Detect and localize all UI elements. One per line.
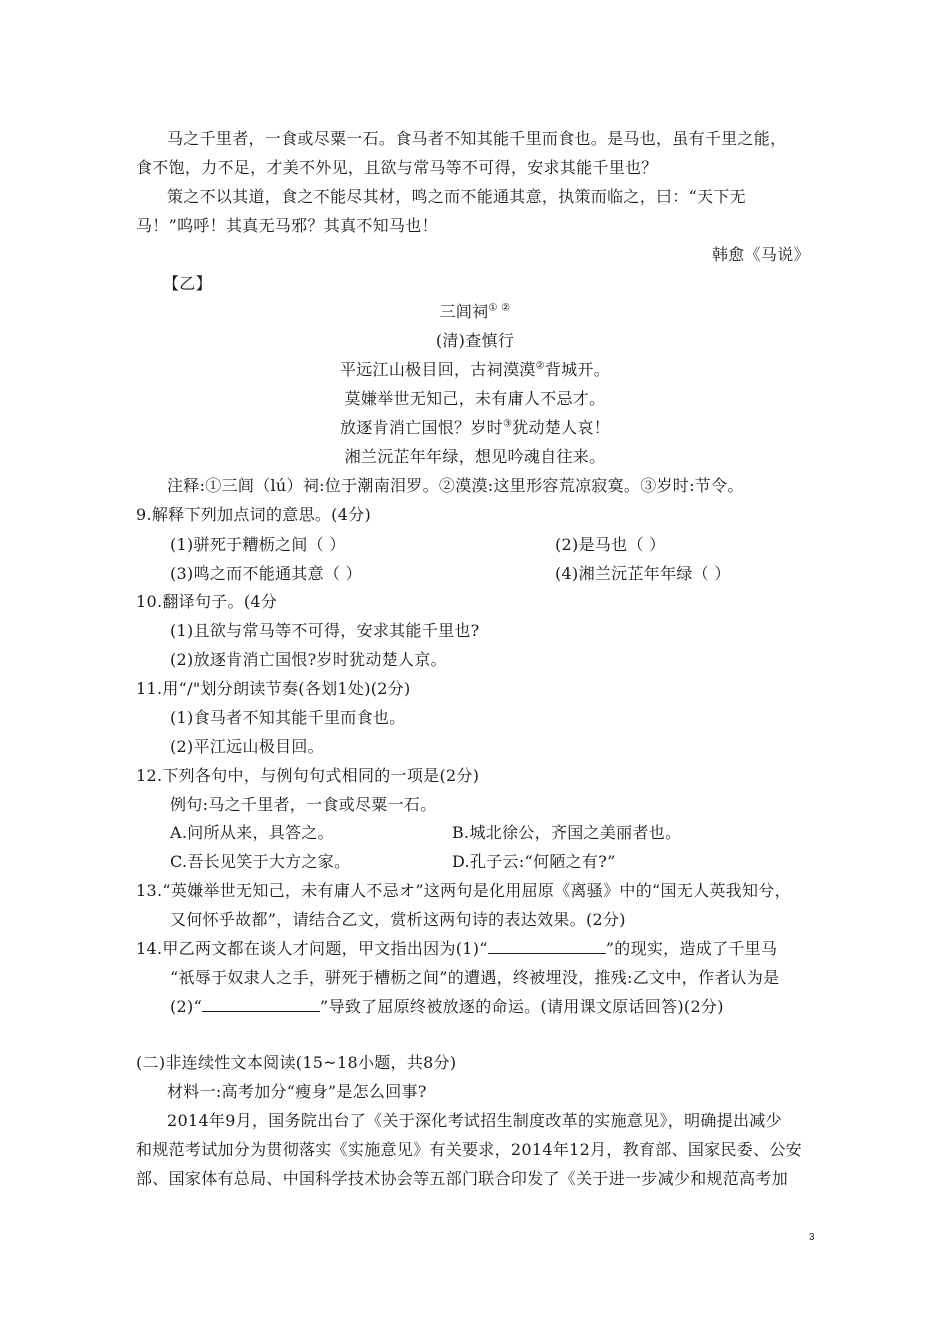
jia-paragraph-1-line-2: 食不饱，力不足，才美不外见，且欲与常马等不可得，安求其能千里也？ bbox=[136, 158, 658, 177]
jia-paragraph-2-line-2: 马！”呜呼！其真无马邪？其真不知马也！ bbox=[136, 216, 438, 235]
poem-line-1-note: ② bbox=[535, 360, 545, 372]
answer-blank-1[interactable] bbox=[488, 939, 606, 954]
question-14-line-3-b: ”导致了屈原终被放逐的命运。(请用课文原话回答)(2分) bbox=[320, 997, 724, 1016]
material-1-line-3: 部、国家体有总局、中国科学技术协会等五部门联合印发了《关于进一步减少和规范高考加 bbox=[136, 1169, 789, 1188]
question-9-item-4: (4)湘兰沅芷年年绿（ ） bbox=[555, 564, 731, 583]
poem-title-text: 三闾祠 bbox=[439, 302, 489, 321]
material-1-line-1: 2014年9月，国务院出台了《关于深化考试招生制度改革的实施意见》，明确提出减少 bbox=[167, 1111, 782, 1130]
question-11-item-1: (1)食马者不知其能千里而食也。 bbox=[170, 708, 406, 727]
question-13-line-2: 又何怀乎故都”，请结合乙文，赏析这两句诗的表达效果。(2分) bbox=[170, 910, 626, 929]
poem-author: (清)查慎行 bbox=[435, 331, 515, 350]
material-1-title: 材料一:高考加分“瘦身”是怎么回事? bbox=[167, 1082, 427, 1101]
poem-line-4: 湘兰沅芷年年绿，想见吟魂自往来。 bbox=[344, 447, 606, 466]
question-12-option-b: B.城北徐公，齐国之美丽者也。 bbox=[452, 823, 682, 842]
question-14-line-3-a: (2)“ bbox=[170, 997, 203, 1016]
question-9-item-3: (3)鸣之而不能通其意（ ） bbox=[170, 564, 362, 583]
question-14-line-1-b: ”的现实，造成了千里马 bbox=[605, 939, 778, 958]
answer-blank-2[interactable] bbox=[202, 997, 320, 1012]
jia-paragraph-2-line-1: 策之不以其道，食之不能尽其材，鸣之而不能通其意，执策而临之，曰：“天下无 bbox=[167, 187, 746, 206]
page-number: 3 bbox=[809, 1232, 815, 1243]
poem-notes: 注释:①三闾（lú）祠:位于潮南泪罗。②漠漠:这里形容荒凉寂寞。③岁时:节令。 bbox=[167, 476, 744, 495]
question-11-item-2: (2)平江远山极目回。 bbox=[170, 737, 324, 756]
question-12-option-c: C.吾长见笑于大方之家。 bbox=[170, 852, 351, 871]
question-9: 9.解释下列加点词的意思。(4分) bbox=[136, 505, 372, 524]
question-12-option-a: A.问所从来，具答之。 bbox=[170, 823, 334, 842]
poem-line-1-b: 背城开。 bbox=[544, 360, 611, 379]
poem-line-1 bbox=[0, 360, 950, 380]
question-14-line-3 bbox=[170, 997, 724, 1017]
jia-paragraph-1-line-1: 马之千里者，一食或尽粟一石。食马者不知其能千里而食也。是马也，虽有千里之能， bbox=[167, 129, 787, 148]
section-2-heading: (二)非连续性文本阅读(15~18小题，共8分) bbox=[136, 1053, 457, 1072]
poem-line-1-a: 平远江山极目回，古祠漠漠 bbox=[339, 360, 536, 379]
poem-line-3-note: ③ bbox=[502, 418, 513, 430]
question-12-option-d: D.孔子云:“何陋之有?” bbox=[452, 852, 616, 871]
question-11: 11.用“/"划分朗读节奏(各划1处)(2分) bbox=[136, 679, 411, 698]
poem-line-2: 莫嫌举世无知己，未有庸人不忌才。 bbox=[344, 389, 606, 408]
poem-line-3-a: 放逐肯消亡国恨？岁时 bbox=[339, 418, 503, 437]
question-14-line-2: “祇辱于奴隶人之手，骈死于槽枥之间”的遭遇，终被埋没，推残:乙文中，作者认为是 bbox=[170, 968, 780, 987]
poem-title bbox=[0, 302, 950, 322]
question-12: 12.下列各句中，与例句句式相同的一项是(2分) bbox=[136, 766, 480, 785]
jia-source: 韩愈《马说》 bbox=[712, 245, 810, 264]
poem-line-3-b: 犹动楚人哀！ bbox=[512, 418, 611, 437]
question-9-item-1: (1)骈死于糟枥之间（ ） bbox=[170, 535, 346, 554]
question-13-line-1: 13.“英嫌举世无知己，未有庸人不忌オ”这两句是化用屈原《离骚》中的“国无人英我知兮， bbox=[136, 881, 791, 900]
question-14-line-1 bbox=[136, 939, 777, 959]
yi-label: 【乙】 bbox=[163, 274, 212, 293]
question-9-item-2: (2)是马也（ ） bbox=[555, 535, 666, 554]
question-14-line-1-a: 14.甲乙两文都在谈人才问题，甲文指出因为(1)“ bbox=[136, 939, 488, 958]
question-10: 10.翻译句子。(4分 bbox=[136, 592, 278, 611]
poem-title-notes: ① ② bbox=[488, 302, 511, 314]
material-1-line-2: 和规范考试加分为贯彻落实《实施意见》有关要求，2014年12月，教育部、国家民委、公安 bbox=[136, 1140, 802, 1159]
question-10-item-2: (2)放逐肯消亡国恨?岁时犹动楚人京。 bbox=[170, 650, 447, 669]
poem-line-3 bbox=[0, 418, 950, 438]
question-12-example: 例句:马之千里者，一食或尽粟一石。 bbox=[170, 795, 437, 814]
question-10-item-1: (1)且欲与常马等不可得，安求其能千里也? bbox=[170, 621, 480, 640]
